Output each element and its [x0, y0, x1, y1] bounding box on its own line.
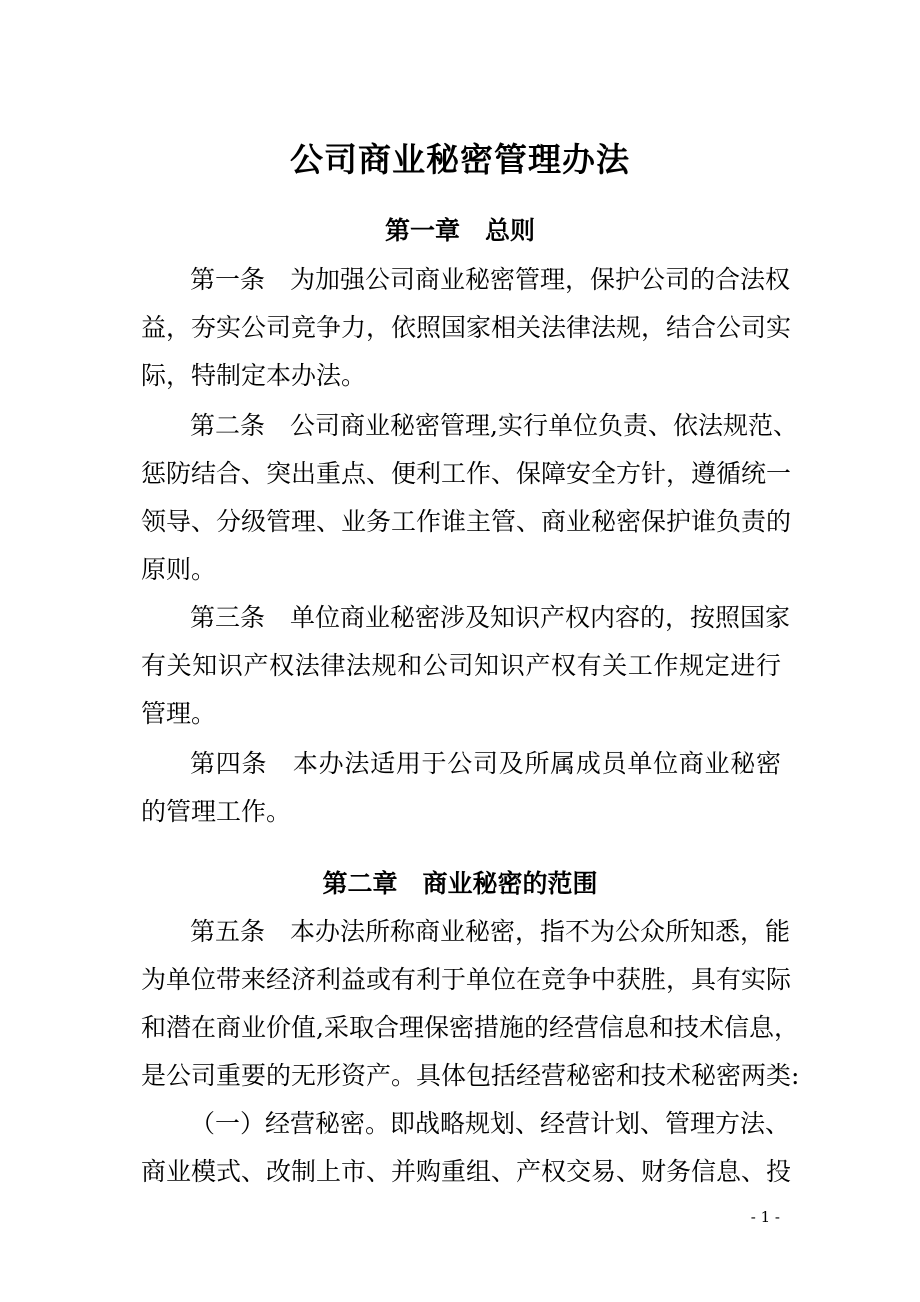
- article-5-line-1: 第五条 本办法所称商业秘密，指不为公众所知悉，能: [190, 917, 791, 946]
- article-2-line-3: 领导、分级管理、业务工作谁主管、商业秘密保护谁负责的: [141, 507, 792, 536]
- item-1-line-1: （一）经营秘密。即战略规划、经营计划、管理方法、: [190, 1109, 791, 1138]
- article-1-line-3: 际，特制定本办法。: [141, 361, 367, 390]
- article-5-line-2: 为单位带来经济利益或有利于单位在竞争中获胜，具有实际: [141, 965, 792, 994]
- article-2-line-4: 原则。: [141, 555, 217, 584]
- chapter-1-heading: 第一章 总则: [384, 216, 535, 245]
- page-number: - 1 -: [750, 1208, 780, 1226]
- document-title: 公司商业秘密管理办法: [290, 140, 630, 179]
- article-2-line-1: 第二条 公司商业秘密管理,实行单位负责、依法规范、: [190, 411, 798, 440]
- article-1-line-2: 益，夯实公司竞争力，依照国家相关法律法规，结合公司实: [141, 313, 792, 342]
- article-2-line-2: 惩防结合、突出重点、便利工作、保障安全方针，遵循统一: [141, 459, 792, 488]
- article-1-line-1: 第一条 为加强公司商业秘密管理，保护公司的合法权: [190, 265, 791, 294]
- article-3-line-1: 第三条 单位商业秘密涉及知识产权内容的，按照国家: [190, 603, 791, 632]
- article-3-line-2: 有关知识产权法律法规和公司知识产权有关工作规定进行: [141, 651, 781, 680]
- article-5-line-4: 是公司重要的无形资产。具体包括经营秘密和技术秘密两类:: [141, 1061, 800, 1090]
- article-3-line-3: 管理。: [141, 699, 217, 728]
- article-4-line-1: 第四条 本办法适用于公司及所属成员单位商业秘密: [190, 749, 781, 778]
- article-5-line-3: 和潜在商业价值,采取合理保密措施的经营信息和技术信息，: [141, 1013, 799, 1042]
- chapter-2-heading: 第二章 商业秘密的范围: [322, 869, 598, 898]
- item-1-line-2: 商业模式、改制上市、并购重组、产权交易、财务信息、投: [141, 1157, 792, 1186]
- article-4-line-2: 的管理工作。: [141, 797, 292, 826]
